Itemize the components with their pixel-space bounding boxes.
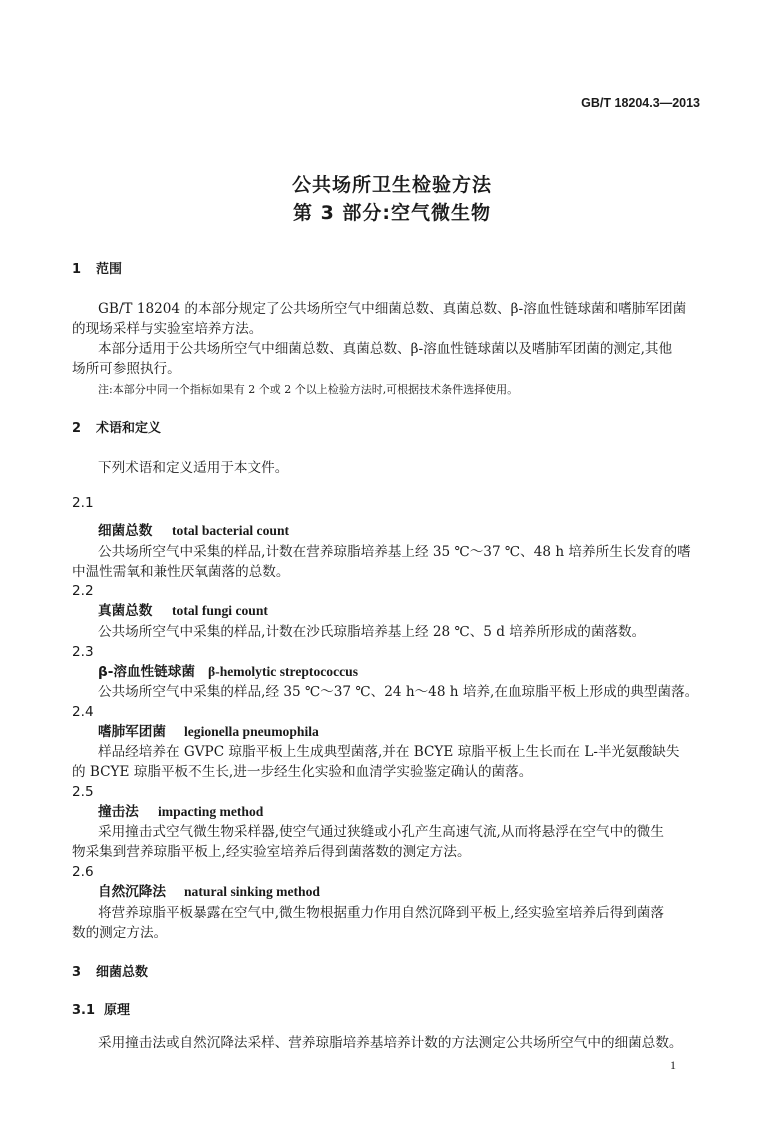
term-2-4-def-line2: 的 BCYE 琼脂平板不生长,进一步经生化实验和血清学实验鉴定确认的菌落。 xyxy=(72,764,533,780)
term-2-5-en: impacting method xyxy=(158,804,264,819)
section-1-heading: 范围 xyxy=(96,262,123,277)
term-2-3-cn: β-溶血性链球菌 xyxy=(98,664,195,680)
term-2-2-en: total fungi count xyxy=(172,603,268,618)
term-2-3-number: 2.3 xyxy=(72,644,94,660)
term-2-3-def-line1: 公共场所空气中采集的样品,经 35 ℃～37 ℃、24 h～48 h 培养,在血琼脂平板上形成的典型菌落。 xyxy=(98,684,699,700)
term-2-5-def-line1: 采用撞击式空气微生物采样器,使空气通过狭缝或小孔产生高速气流,从而将悬浮在空气中的微生 xyxy=(98,824,664,840)
s1-note: 注:本部分中同一个指标如果有 2 个或 2 个以上检验方法时,可根据技术条件选择使用。 xyxy=(98,383,519,396)
term-2-6-def-line1: 将营养琼脂平板暴露在空气中,微生物根据重力作用自然沉降到平板上,经实验室培养后得到菌落 xyxy=(98,905,664,921)
term-2-1-number: 2.1 xyxy=(72,495,94,511)
term-2-1-def-line1: 公共场所空气中采集的样品,计数在营养琼脂培养基上经 35 ℃～37 ℃、48 h 培养所生长发育的嗜 xyxy=(98,544,691,560)
page-number: 1 xyxy=(670,1058,676,1072)
term-2-6-en: natural sinking method xyxy=(184,884,320,899)
s3-1-para-line1: 采用撞击法或自然沉降法采样、营养琼脂培养基培养计数的方法测定公共场所空气中的细菌总数。 xyxy=(98,1035,683,1051)
term-2-1-def-line2: 中温性需氧和兼性厌氧菌落的总数。 xyxy=(72,564,290,580)
document-subtitle: 第 3 部分:空气微生物 xyxy=(292,202,492,224)
section-3-heading: 细菌总数 xyxy=(96,965,149,980)
term-2-5-def-line2: 物采集到营养琼脂平板上,经实验室培养后得到菌落数的测定方法。 xyxy=(72,844,471,860)
s1-para2-line2: 场所可参照执行。 xyxy=(72,361,181,377)
term-2-4-def-line1: 样品经培养在 GVPC 琼脂平板上生成典型菌落,并在 BCYE 琼脂平板上生长而在 L-半光氨酸缺失 xyxy=(98,744,680,760)
s1-para2-line1: 本部分适用于公共场所空气中细菌总数、真菌总数、β-溶血性链球菌以及嗜肺军团菌的测定,其他 xyxy=(98,341,673,357)
term-2-5-cn: 撞击法 xyxy=(98,804,139,820)
term-2-2-number: 2.2 xyxy=(72,583,94,599)
s2-intro: 下列术语和定义适用于本文件。 xyxy=(98,460,289,476)
term-2-5-number: 2.5 xyxy=(72,784,94,800)
term-2-1-cn: 细菌总数 xyxy=(98,523,153,539)
section-3-1-number: 3.1 xyxy=(72,1003,96,1018)
s1-para1-line2: 的现场采样与实验室培养方法。 xyxy=(72,321,263,337)
term-2-6-def-line2: 数的测定方法。 xyxy=(72,925,168,941)
term-2-1-en: total bacterial count xyxy=(172,523,290,538)
section-2-number: 2 xyxy=(72,421,82,436)
section-1-number: 1 xyxy=(72,262,82,277)
section-2-heading: 术语和定义 xyxy=(96,421,162,436)
s1-para1-line1: GB/T 18204 的本部分规定了公共场所空气中细菌总数、真菌总数、β-溶血性链球菌和嗜肺军团菌 xyxy=(98,301,687,317)
section-3-1-heading: 原理 xyxy=(104,1003,131,1018)
document-title: 公共场所卫生检验方法 xyxy=(291,174,492,196)
term-2-6-number: 2.6 xyxy=(72,864,94,880)
standard-number: GB/T 18204.3—2013 xyxy=(581,96,700,110)
term-2-2-def-line1: 公共场所空气中采集的样品,计数在沙氏琼脂培养基上经 28 ℃、5 d 培养所形成的菌落数。 xyxy=(98,624,646,640)
term-2-4-en: legionella pneumophila xyxy=(184,724,319,739)
section-3-number: 3 xyxy=(72,965,82,980)
term-2-2-cn: 真菌总数 xyxy=(98,603,153,619)
term-2-6-cn: 自然沉降法 xyxy=(98,884,166,900)
term-2-4-number: 2.4 xyxy=(72,704,94,720)
term-2-3-en: β-hemolytic streptococcus xyxy=(208,664,358,679)
term-2-4-cn: 嗜肺军团菌 xyxy=(98,724,166,740)
